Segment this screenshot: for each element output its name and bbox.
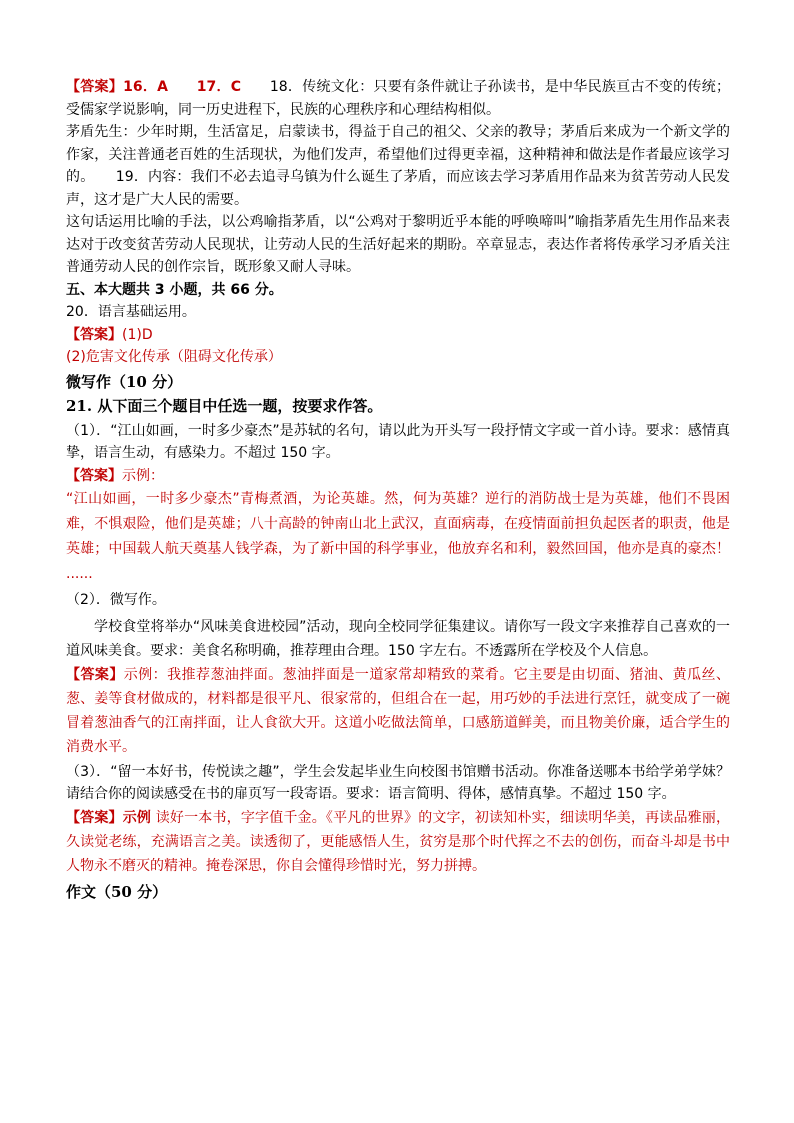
answer-tag: 【答案】 (66, 666, 124, 683)
document-content (66, 76, 730, 903)
answer-16-18 (66, 76, 730, 121)
topic-3: （3）．“留一本好书，传悦读之趣”，学生会发起毕业生向校图书馆赠书活动。你准备送哪本书给学弟学妹？请结合你的阅读感受在书的扉页写一段寄语。要求：语言简明、得体，感情真挚。不超过 150 字。 (66, 763, 730, 802)
answer-tag: 【答案】 (66, 809, 123, 826)
answer-20-2: (2)危害文化传承（阻碍文化传承） (66, 349, 282, 365)
section-five-heading: 五、本大题共 3 小题，共 66 分。 (66, 281, 283, 298)
example-label: 示例 (122, 809, 152, 826)
essay-heading: 作文（50 分） (66, 882, 168, 901)
question-21: 21. 从下面三个题目中任选一题，按要求作答。 (66, 397, 383, 415)
topic-2-answer-text: 示例：我推荐葱油拌面。葱油拌面是一道家常却精致的菜肴。它主要是由切面、猪油、黄瓜丝、葱、姜等食材做成的，材料都是很平凡、很家常的，但组合在一起，用巧妙的手法进行烹饪，就变成了一碗冒着葱油香气的江南拌面，让人食欲大开。这道小吃做法简单，口感筋道鲜美，而且物美价廉，适合学生的消费水平。 (66, 666, 731, 755)
topic-2-description: 学校食堂将举办“风味美食进校园”活动，现向全校同学征集建议。请你写一段文字来推荐自己喜欢的一道风味美食。要求：美食名称明确，推荐理由合理。150 字左右。不透露所在学校及个人信息。 (66, 618, 730, 659)
answer-tag: 【答案】 (66, 467, 122, 484)
example-label: 示例： (122, 467, 164, 484)
answer-metaphor-paragraph: 这句话运用比喻的手法，以公鸡喻指茅盾，以“公鸡对于黎明近乎本能的呼唤啼叫”喻指茅盾先生用作品来表达对于改变贫苦劳动人民现状，让劳动人民的生活好起来的期盼。卒章显志，表达作者将传承学习矛盾关注普通劳动人民的创作宗旨，既形象又耐人寻味。 (66, 214, 730, 275)
answer-20-part1 (66, 324, 730, 347)
micro-writing-heading: 微写作（10 分） (66, 372, 183, 391)
answer-18-text: 18．传统文化：只要有条件就让子孙读书，是中华民族亘古不变的传统；受儒家学说影响，同一历史进程下，民族的心理秩序和心理结构相似。 (66, 79, 730, 118)
answer-tag: 【答案】 (66, 79, 124, 95)
answer-maodun-paragraph: 茅盾先生：少年时期，生活富足，启蒙读书，得益于自己的祖父、父亲的教导；茅盾后来成为一个新文学的作家，关注普通老百姓的生活现状，为他们发声，希望他们过得更幸福，这种精神和做法是作者最应该学习的。 19．内容：我们不必去追寻乌镇为什么诞生了茅盾，而应该去学习茅盾用作品来为贫苦劳动人民发声，这才是广大人民的需要。 (66, 124, 730, 208)
topic-3-answer (66, 806, 730, 878)
topic-3-answer-text: 读好一本书，字字值千金。《平凡的世界》的文字，初读知朴实，细读明华美，再读品雅丽，久读觉老练，充满语言之美。读透彻了，更能感悟人生，贫穷是那个时代挥之不去的创伤，而奋斗却是书中人物永不磨灭的精神。掩卷深思，你自会懂得珍惜时光，努力拼搏。 (66, 809, 731, 874)
question-20: 20．语言基础运用。 (66, 304, 196, 320)
topic-2-answer (66, 663, 730, 759)
topic-2: （2）．微写作。 (66, 592, 166, 608)
topic-1: （1）．“江山如画，一时多少豪杰”是苏轼的名句，请以此为开头写一段抒情文字或一首小诗。要求：感情真挚，语言生动，有感染力。不超过 150 字。 (66, 422, 730, 461)
answer-20-1: (1)D (122, 326, 153, 343)
choice-answers: 16．A 17．C (123, 79, 270, 95)
answer-tag: 【答案】 (66, 326, 122, 343)
topic-1-example: “江山如画，一时多少豪杰”青梅煮酒，为论英雄。然，何为英雄？逆行的消防战士是为英雄，他们不畏困难，不惧艰险，他们是英雄；八十高龄的钟南山北上武汉，直面病毒，在疫情面前担负起医者的职责，他是英雄；中国载人航天奠基人钱学森，为了新中国的科学事业，他放弃名和利，毅然回国，他亦是真的豪杰！ ...... (66, 491, 730, 582)
topic-1-answer-label (66, 465, 730, 488)
